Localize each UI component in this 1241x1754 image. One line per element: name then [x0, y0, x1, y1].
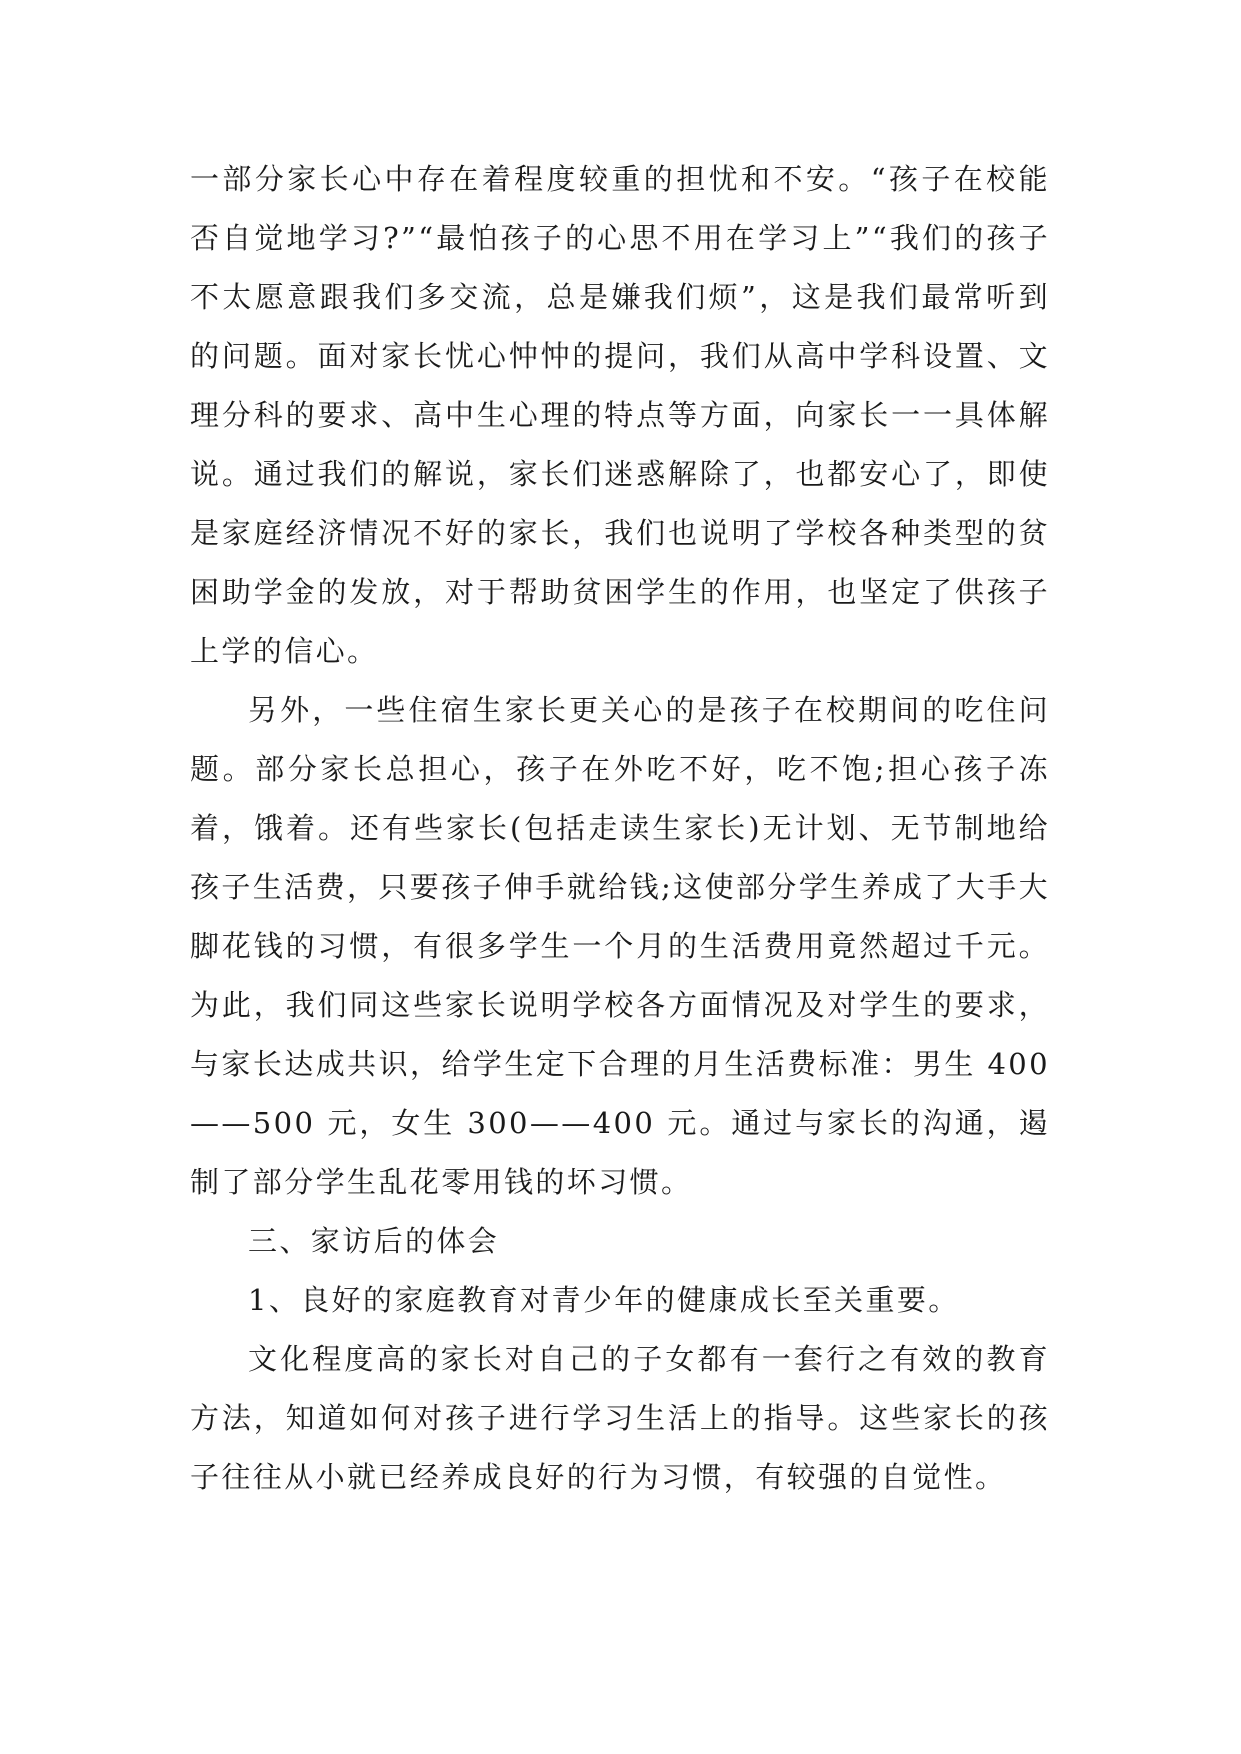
- body-paragraph: 另外，一些住宿生家长更关心的是孩子在校期间的吃住问题。部分家长总担心，孩子在外吃不好，吃不饱;担心孩子冻着，饿着。还有些家长(包括走读生家长)无计划、无节制地给孩子生活费，只要孩子伸手就给钱;这使部分学生养成了大手大脚花钱的习惯，有很多学生一个月的生活费用竟然超过千元。为此，我们同这些家长说明学校各方面情况及对学生的要求，与家长达成共识，给学生定下合理的月生活费标准：男生 400——500 元，女生 300——400 元。通过与家长的沟通，遏制了部分学生乱花零用钱的坏习惯。: [190, 693, 1050, 1199]
- subsection-heading: 1、良好的家庭教育对青少年的健康成长至关重要。: [248, 1283, 960, 1317]
- body-paragraph: 文化程度高的家长对自己的子女都有一套行之有效的教育方法，知道如何对孩子进行学习生活上的指导。这些家长的孩子往往从小就已经养成良好的行为习惯，有较强的自觉性。: [190, 1342, 1050, 1494]
- body-paragraph: 一部分家长心中存在着程度较重的担忧和不安。“孩子在校能否自觉地学习?”“最怕孩子的心思不用在学习上”“我们的孩子不太愿意跟我们多交流，总是嫌我们烦”，这是我们最常听到的问题。面对家长忧心忡忡的提问，我们从高中学科设置、文理分科的要求、高中生心理的特点等方面，向家长一一具体解说。通过我们的解说，家长们迷惑解除了，也都安心了，即使是家庭经济情况不好的家长，我们也说明了学校各种类型的贫困助学金的发放，对于帮助贫困学生的作用，也坚定了供孩子上学的信心。: [190, 162, 1050, 668]
- section-heading: 三、家访后的体会: [248, 1224, 500, 1258]
- document-body: [190, 150, 1050, 1507]
